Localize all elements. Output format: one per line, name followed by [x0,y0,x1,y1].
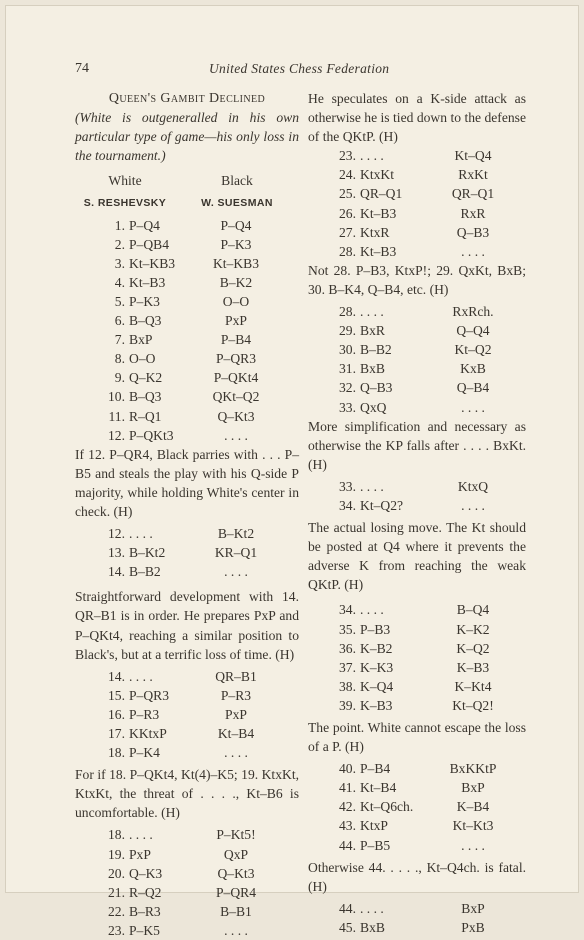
black-move: P–K3 [220,236,252,252]
move-row [75,845,299,864]
white-move: . . . . [129,668,153,684]
black-move: P–Q4 [220,217,252,233]
move-number: 5. [114,293,125,309]
white-move: Q–K3 [129,865,163,881]
move-list [308,302,526,417]
move-number: 35. [339,621,356,637]
white-move: B–Q3 [129,389,162,405]
move-number: 34. [339,602,356,618]
move-row [308,223,526,242]
black-move: P–R3 [220,687,252,703]
move-number: 1. [114,217,125,233]
move-number: 40. [339,761,356,777]
white-move: Kt–Q2? [360,497,404,513]
move-row [308,600,526,619]
move-number: 28. [339,243,356,259]
move-number: 29. [339,323,356,339]
move-number: 20. [108,865,125,881]
black-move: P–Kt5! [216,827,256,843]
white-move: K–K3 [360,659,394,675]
black-move: . . . . [224,427,248,443]
black-move: Kt–B4 [217,726,255,741]
move-row [308,778,526,797]
move-number: 14. [108,668,125,684]
move-row [75,292,299,311]
black-move: QKt–Q2 [212,389,260,405]
black-move: P–QR4 [215,884,257,900]
move-number: 14. [108,564,125,580]
black-move: P–QKt4 [213,370,259,386]
black-move: Q–Kt3 [217,408,255,424]
move-row [308,658,526,677]
move-list [75,825,299,940]
white-move: P–R3 [129,706,160,722]
move-number: 3. [114,255,125,271]
white-move: P–QKt3 [129,427,174,443]
white-move: B–Kt2 [129,545,166,561]
move-row [308,378,526,397]
white-move: BxR [360,323,385,339]
move-row [308,321,526,340]
move-number: 25. [339,186,356,202]
move-row [75,254,299,273]
black-move: P–B4 [220,332,252,348]
move-list [308,759,526,854]
move-row [75,883,299,902]
white-move: Kt–B4 [360,780,397,796]
move-row [75,743,299,762]
black-move: PxP [225,313,247,329]
black-move: . . . . [224,922,248,938]
black-move: K–B4 [456,799,490,815]
black-move: PxP [225,706,247,722]
black-move: . . . . [461,243,485,259]
move-number: 38. [339,678,356,694]
color-header [75,171,299,190]
black-move: Q–B3 [456,224,490,240]
move-number: 33. [339,399,356,415]
black-move: KtxQ [457,478,489,494]
white-move: Q–K2 [129,370,163,386]
white-player: S. RESHEVSKY [83,197,167,210]
annotation: He speculates on a K-side attack as otherwise he is tied down to the defense of the QKtP. (H) [308,91,526,145]
move-number: 22. [108,903,125,919]
black-move: B–Q4 [456,602,490,618]
white-move: KtxP [360,818,388,834]
white-move: . . . . [129,526,153,542]
move-number: 8. [114,351,125,367]
move-number: 45. [339,919,356,935]
white-move: Kt–KB3 [129,255,176,271]
move-number: 42. [339,799,356,815]
white-move: BxP [129,332,153,348]
move-row [308,165,526,184]
move-number: 28. [339,304,356,320]
move-number: 9. [114,370,125,386]
move-number: 11. [108,408,125,424]
black-move: Q–Kt3 [217,865,255,881]
annotation: Otherwise 44. . . . ., Kt–Q4ch. is fatal. (H) [308,859,526,894]
black-move: . . . . [461,399,485,415]
move-row [308,302,526,321]
move-row [308,340,526,359]
black-move: B–K2 [219,274,253,290]
move-list [75,524,299,581]
move-row [308,620,526,639]
black-move: . . . . [461,837,485,853]
white-move: P–B5 [360,837,391,853]
white-move: . . . . [360,478,384,494]
move-list [75,216,299,445]
move-row [308,242,526,261]
black-move: Kt–KB3 [212,255,260,271]
right-column [308,89,526,937]
move-row [308,797,526,816]
white-move: B–B2 [129,564,161,580]
white-move: B–B2 [360,342,392,358]
move-list [308,899,526,937]
move-row [75,330,299,349]
move-number: 15. [108,687,125,703]
black-move: QR–Q1 [451,186,495,202]
white-move: P–QR3 [129,687,170,703]
white-move: QxQ [360,399,387,415]
move-row [75,273,299,292]
move-row [75,864,299,883]
white-move: KtxR [360,224,390,240]
white-move: . . . . [360,304,384,320]
move-number: 10. [108,389,125,405]
move-row [75,216,299,235]
move-number: 31. [339,361,356,377]
move-row [308,146,526,165]
black-move: Q–B4 [456,380,490,396]
white-move: . . . . [360,602,384,618]
move-row [75,311,299,330]
black-move: . . . . [224,745,248,761]
move-row [75,902,299,921]
move-number: 44. [339,837,356,853]
black-move: Kt–Q4 [454,148,492,164]
move-row [75,407,299,426]
move-number: 43. [339,818,356,834]
page-number: 74 [75,61,89,76]
move-row [308,918,526,937]
black-move: RxRch. [452,304,494,320]
white-move: KKtxP [129,726,167,741]
annotation: For if 18. P–QKt4, Kt(4)–K5; 19. KtxKt, KtxKt, the threat of . . . ., Kt–B6 is uncomfortable. (H) [75,767,299,821]
game-title: Queen's Gambit Declined [108,91,266,106]
white-move: K–B2 [360,640,393,656]
move-list [308,477,526,515]
black-move: PxB [461,919,485,935]
white-move: P–Q4 [129,217,160,233]
move-row [308,759,526,778]
white-move: P–K4 [129,745,160,761]
move-row [75,921,299,940]
white-move: P–QB4 [129,236,170,252]
black-move: K–K2 [456,621,490,637]
annotation: The point. White cannot escape the loss of a P. (H) [308,720,526,755]
white-move: B–Q3 [129,313,162,329]
move-number: 18. [108,745,125,761]
book-page [5,5,579,938]
move-number: 41. [339,780,356,796]
move-row [75,543,299,562]
move-list [308,600,526,715]
move-row [308,204,526,223]
white-move: Kt–Q6ch. [360,799,414,815]
move-row [308,899,526,918]
black-header: Black [221,173,253,189]
move-list [75,667,299,762]
move-number: 13. [108,545,125,561]
move-number: 44. [339,900,356,916]
move-number: 2. [114,236,125,252]
move-row [308,696,526,715]
white-move: O–O [129,351,156,367]
black-move: Q–Q4 [456,323,490,339]
move-row [75,349,299,368]
black-move: K–Q2 [456,640,490,656]
move-number: 34. [339,497,356,513]
white-move: B–R3 [129,903,161,919]
move-number: 27. [339,224,356,240]
move-number: 32. [339,380,356,396]
white-move: R–Q2 [129,884,162,900]
players-header [75,194,299,213]
black-move: O–O [222,293,250,309]
annotation: More simplification and necessary as otherwise the KP falls after . . . . BxKt. (H) [308,418,526,472]
move-number: 7. [114,332,125,348]
black-player: W. SUESMAN [201,197,273,210]
move-number: 19. [108,846,125,862]
move-number: 21. [108,884,125,900]
move-number: 39. [339,697,356,713]
move-row [75,686,299,705]
black-move: K–B3 [456,659,490,675]
move-row [308,398,526,417]
black-move: B–Kt2 [217,526,255,542]
black-move: Kt–Q2 [454,342,492,358]
move-row [308,816,526,835]
black-move: BxP [461,780,485,796]
black-move: KxB [460,361,486,377]
white-move: P–K3 [129,293,160,309]
black-move: BxKKtP [449,761,497,777]
move-number: 6. [114,313,125,329]
white-move: QR–Q1 [360,186,403,202]
white-move: P–B4 [360,761,391,777]
white-move: . . . . [360,148,384,164]
move-number: 24. [339,167,356,183]
black-move: KR–Q1 [214,545,258,561]
black-move: K–Kt4 [454,678,492,694]
black-move: B–B1 [220,903,252,919]
move-number: 16. [108,706,125,722]
white-move: Q–B3 [360,380,393,396]
move-row [75,705,299,724]
white-move: BxB [360,361,385,377]
annotation: Straightforward development with 14. QR–B1 is in order. He prepares PxP and P–QKt4, reaching a similar position to Black's, but at a terrific loss of time. (H) [75,589,299,662]
move-row [308,184,526,203]
white-header: White [108,173,142,189]
move-number: 30. [339,342,356,358]
move-row [75,667,299,686]
move-number: 12. [108,526,125,542]
white-move: BxB [360,919,385,935]
move-row [308,477,526,496]
move-number: 17. [108,726,125,741]
white-move: P–B3 [360,621,391,637]
move-row [75,825,299,844]
white-move: . . . . [360,900,384,916]
move-number: 23. [108,922,125,938]
move-number: 36. [339,640,356,656]
move-row [308,496,526,515]
black-move: . . . . [224,564,248,580]
white-move: R–Q1 [129,408,162,424]
move-number: 33. [339,478,356,494]
black-move: RxKt [458,167,488,183]
white-move: K–B3 [360,697,393,713]
white-move: Kt–B3 [360,243,397,259]
white-move: PxP [129,846,151,862]
move-number: 4. [114,274,125,290]
move-row [75,387,299,406]
move-number: 18. [108,827,125,843]
black-move: RxR [460,205,486,221]
white-move: P–K5 [129,922,160,938]
left-column [75,89,299,940]
move-row [308,639,526,658]
move-number: 37. [339,659,356,675]
move-row [75,562,299,581]
annotation: Not 28. P–B3, KtxP!; 29. QxKt, BxB; 30. B–K4, Q–B4, etc. (H) [308,262,526,297]
annotation: The actual losing move. The Kt should be posted at Q4 where it prevents the adverse K from reaching the weak QKtP. (H) [308,520,526,593]
move-row [75,235,299,254]
black-move: QR–B1 [215,668,257,684]
move-row [75,426,299,445]
game-intro: (White is outgeneralled in his own particular type of game—his only loss in the tournament.) [75,110,299,164]
black-move: BxP [461,900,485,916]
move-number: 26. [339,205,356,221]
white-move: K–Q4 [360,678,394,694]
black-move: . . . . [461,497,485,513]
white-move: KtxKt [360,167,394,183]
move-row [75,724,299,743]
move-row [308,836,526,855]
white-move: Kt–B3 [129,274,166,290]
white-move: . . . . [129,827,153,843]
move-row [75,524,299,543]
move-row [75,368,299,387]
black-move: P–QR3 [215,351,257,367]
move-row [308,677,526,696]
move-list [308,146,526,261]
move-number: 12. [108,427,125,443]
annotation: If 12. P–QR4, Black parries with . . . P–B5 and steals the play with his Q-side P majority, while holding White's center in check. (H) [75,446,299,519]
running-head: United States Chess Federation [209,61,390,76]
black-move: Kt–Kt3 [452,818,494,834]
move-row [308,359,526,378]
move-number: 23. [339,148,356,164]
white-move: Kt–B3 [360,205,397,221]
black-move: QxP [223,846,249,862]
black-move: Kt–Q2! [452,697,494,713]
